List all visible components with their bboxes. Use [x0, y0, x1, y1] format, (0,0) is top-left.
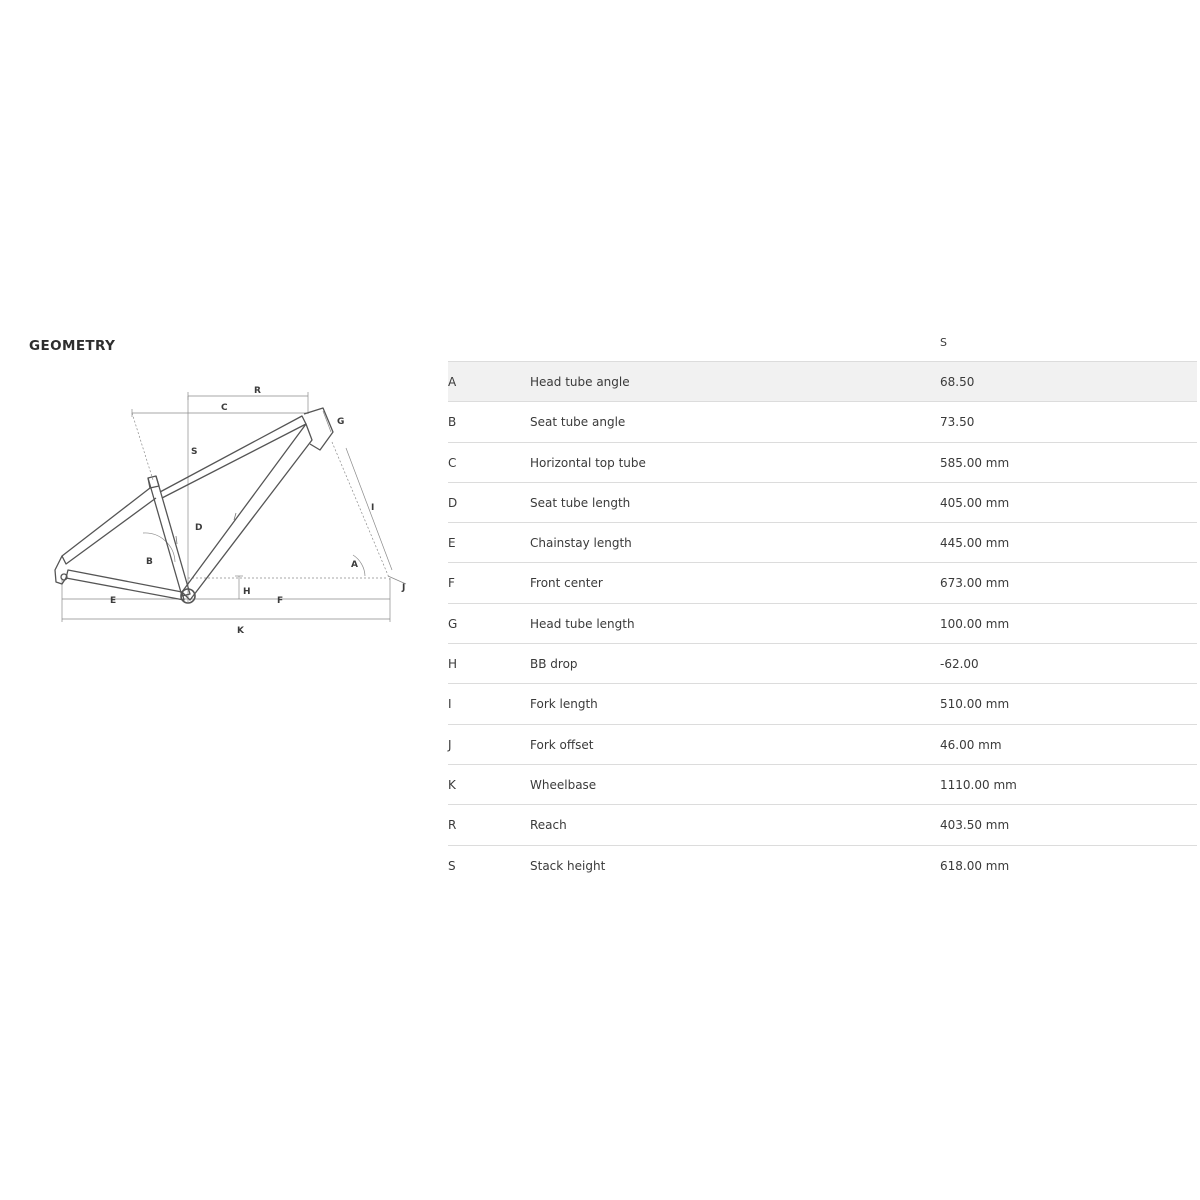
row-code: R — [448, 818, 457, 833]
row-code: C — [448, 455, 457, 470]
row-label: Head tube angle — [530, 375, 630, 389]
row-label: Head tube length — [530, 616, 635, 631]
row-value: 1110.00 mm — [940, 777, 1017, 792]
row-label: Fork offset — [530, 737, 594, 752]
table-row — [448, 846, 1197, 885]
top-tube — [160, 416, 306, 498]
table-row — [448, 483, 1197, 523]
row-label: Seat tube length — [530, 495, 631, 510]
label-d: D — [195, 523, 203, 533]
label-i: I — [371, 503, 375, 513]
row-label: Reach — [530, 818, 567, 833]
row-value: 73.50 — [940, 415, 975, 430]
row-code: S — [448, 858, 456, 873]
dim-i-line — [346, 448, 392, 570]
row-value: 405.00 mm — [940, 495, 1010, 510]
section-title: GEOMETRY — [29, 338, 116, 354]
row-label: Horizontal top tube — [530, 455, 646, 470]
label-h: H — [243, 587, 251, 597]
chain-stay — [66, 570, 184, 600]
row-value: 100.00 mm — [940, 616, 1010, 631]
dim-g-line — [323, 411, 331, 432]
row-value: 673.00 mm — [940, 576, 1010, 591]
seat-stay — [62, 488, 156, 564]
table-row — [448, 684, 1197, 724]
cable-mark-seat-tube — [176, 536, 177, 544]
row-value: 585.00 mm — [940, 455, 1010, 470]
table-row — [448, 443, 1197, 483]
table-row — [448, 765, 1197, 805]
table-row — [448, 362, 1197, 402]
row-code: B — [448, 415, 457, 430]
row-label: Fork length — [530, 697, 598, 712]
table-row — [448, 604, 1197, 644]
row-code: J — [448, 737, 452, 752]
row-value: 510.00 mm — [940, 697, 1010, 712]
label-f: F — [277, 596, 284, 606]
row-code: D — [448, 495, 458, 510]
frame-diagram-svg — [40, 370, 420, 650]
row-label: Front center — [530, 576, 603, 591]
row-code: A — [448, 375, 457, 389]
row-value: 445.00 mm — [940, 536, 1010, 551]
fork-axis-line — [332, 442, 390, 580]
table-row — [448, 402, 1197, 442]
row-code: K — [448, 777, 456, 792]
seat-tube-extension — [132, 413, 153, 480]
label-j: J — [402, 583, 406, 593]
size-column-header: S — [940, 336, 947, 349]
row-label: Seat tube angle — [530, 415, 626, 430]
label-b: B — [146, 557, 153, 567]
row-label: Stack height — [530, 858, 606, 873]
row-value: 403.50 mm — [940, 818, 1010, 833]
label-r: R — [254, 386, 261, 396]
label-a: A — [351, 560, 358, 570]
label-c: C — [221, 403, 228, 413]
table-row — [448, 725, 1197, 765]
row-value: 68.50 — [940, 375, 975, 389]
frame-outline — [55, 408, 333, 603]
table-row — [448, 644, 1197, 684]
row-label: BB drop — [530, 657, 578, 672]
row-code: H — [448, 657, 458, 672]
geometry-table — [448, 361, 1197, 885]
row-code: G — [448, 616, 458, 631]
label-g: G — [337, 417, 345, 427]
row-value: 46.00 mm — [940, 737, 1002, 752]
label-k: K — [237, 626, 244, 636]
table-row — [448, 805, 1197, 845]
row-value: 618.00 mm — [940, 858, 1010, 873]
row-label: Wheelbase — [530, 777, 597, 792]
label-s: S — [191, 447, 198, 457]
frame-geometry-diagram — [40, 370, 420, 650]
label-e: E — [110, 596, 117, 606]
down-tube — [182, 424, 312, 600]
row-code: E — [448, 536, 456, 551]
row-code: F — [448, 576, 455, 591]
row-code: I — [448, 697, 452, 712]
table-row — [448, 563, 1197, 603]
row-value: -62.00 — [940, 657, 979, 672]
row-label: Chainstay length — [530, 536, 632, 551]
table-row — [448, 523, 1197, 563]
frame-marks — [176, 513, 236, 544]
